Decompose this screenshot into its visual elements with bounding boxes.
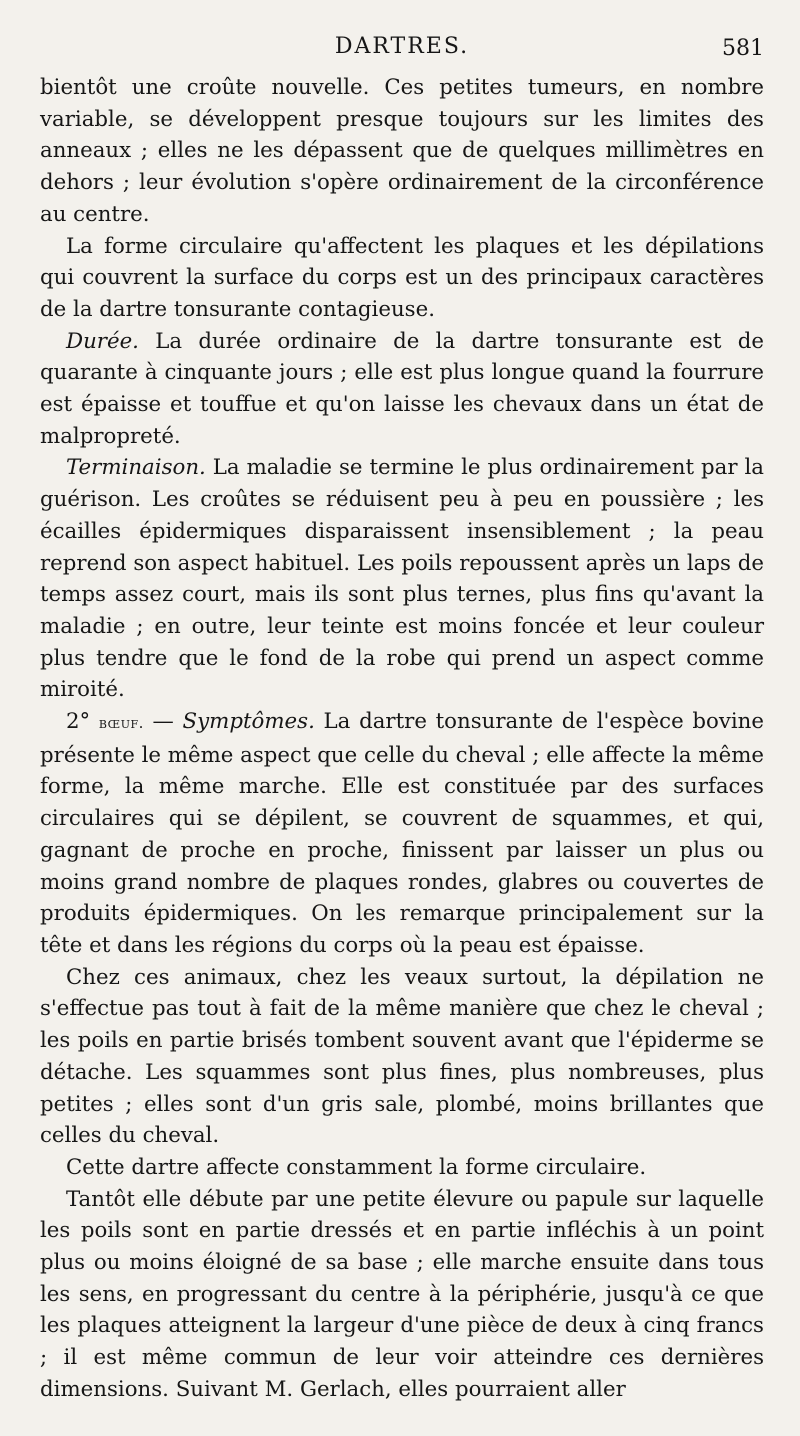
paragraph-text: Chez ces animaux, chez les veaux surtout, la dépilation ne s'effectue pas tout à fait de la même manière que chez le cheval ; les poils en partie brisés tombent souvent avant que l'épiderme se détache. Les squammes sont plus fines, plus nombreuses, plus petites ; elles sont d'un gris sale, plombé, moins brillantes que celles du cheval. (40, 964, 764, 1149)
paragraph-1 (40, 72, 764, 231)
paragraph-text: La forme circulaire qu'affectent les plaques et les dépilations qui couvrent la surface du corps est un des principaux caractères de la dartre tonsurante contagieuse. (40, 233, 764, 322)
paragraph-2 (40, 231, 764, 326)
paragraph-boeuf (40, 706, 764, 962)
paragraph-7 (40, 1152, 764, 1184)
paragraph-text: La durée ordinaire de la dartre tonsurante est de quarante à cinquante jours ; elle est plus longue quand la fourrure est épaisse et touffue et qu'on laisse les chevaux dans un état de malpropreté. (40, 328, 764, 449)
paragraph-text: bientôt une croûte nouvelle. Ces petites tumeurs, en nombre variable, se développent presque toujours sur les limites des anneaux ; elles ne les dépassent que de quelques millimètres en dehors ; leur évolution s'opère ordinairement de la circonférence au centre. (40, 75, 764, 227)
body-text (40, 72, 764, 1406)
section-dash: — (143, 709, 183, 735)
section-heading-symptomes: Symptômes. (182, 709, 315, 735)
running-title: DARTRES. (334, 34, 470, 59)
section-heading-duree: Durée. (66, 328, 139, 354)
paragraph-text: Cette dartre affecte constamment la forme circulaire. (66, 1154, 647, 1180)
paragraph-duree (40, 326, 764, 453)
running-header (40, 28, 764, 72)
section-number: 2° (66, 709, 91, 735)
page-number: 581 (722, 36, 764, 61)
section-animal-label: bœuf. (98, 714, 144, 733)
paragraph-text: La dartre tonsurante de l'espèce bovine présente le même aspect que celle du cheval ; elle affecte la même forme, la même marche. Elle est constituée par des surfaces circulaires qui se dépilent, se couvrent de squammes, et qui, gagnant de proche en proche, finissent par laisser un plus ou moins grand nombre de plaques rondes, glabres ou couvertes de produits épidermiques. On les remarque principalement sur la tête et dans les régions du corps où la peau est épaisse. (40, 709, 764, 958)
paragraph-terminaison (40, 452, 764, 706)
section-heading-terminaison: Terminaison. (66, 455, 206, 481)
paragraph-6 (40, 962, 764, 1152)
paragraph-text: Tantôt elle débute par une petite élevure ou papule sur laquelle les poils sont en partie dressés et en partie infléchis à un point plus ou moins éloigné de sa base ; elle marche ensuite dans tous les sens, en progressant du centre à la périphérie, jusqu'à ce que les plaques atteignent la largeur d'une pièce de deux à cinq francs ; il est même commun de leur voir atteindre ces dernières dimensions. Suivant M. Gerlach, elles pourraient aller (40, 1186, 764, 1402)
paragraph-8 (40, 1184, 764, 1406)
paragraph-text: La maladie se termine le plus ordinairement par la guérison. Les croûtes se réduisent peu à peu en poussière ; les écailles épidermiques disparaissent insensiblement ; la peau reprend son aspect habituel. Les poils repoussent après un laps de temps assez court, mais ils sont plus ternes, plus fins qu'avant la maladie ; en outre, leur teinte est moins foncée et leur couleur plus tendre que le fond de la robe qui prend un aspect comme miroité. (40, 455, 764, 703)
